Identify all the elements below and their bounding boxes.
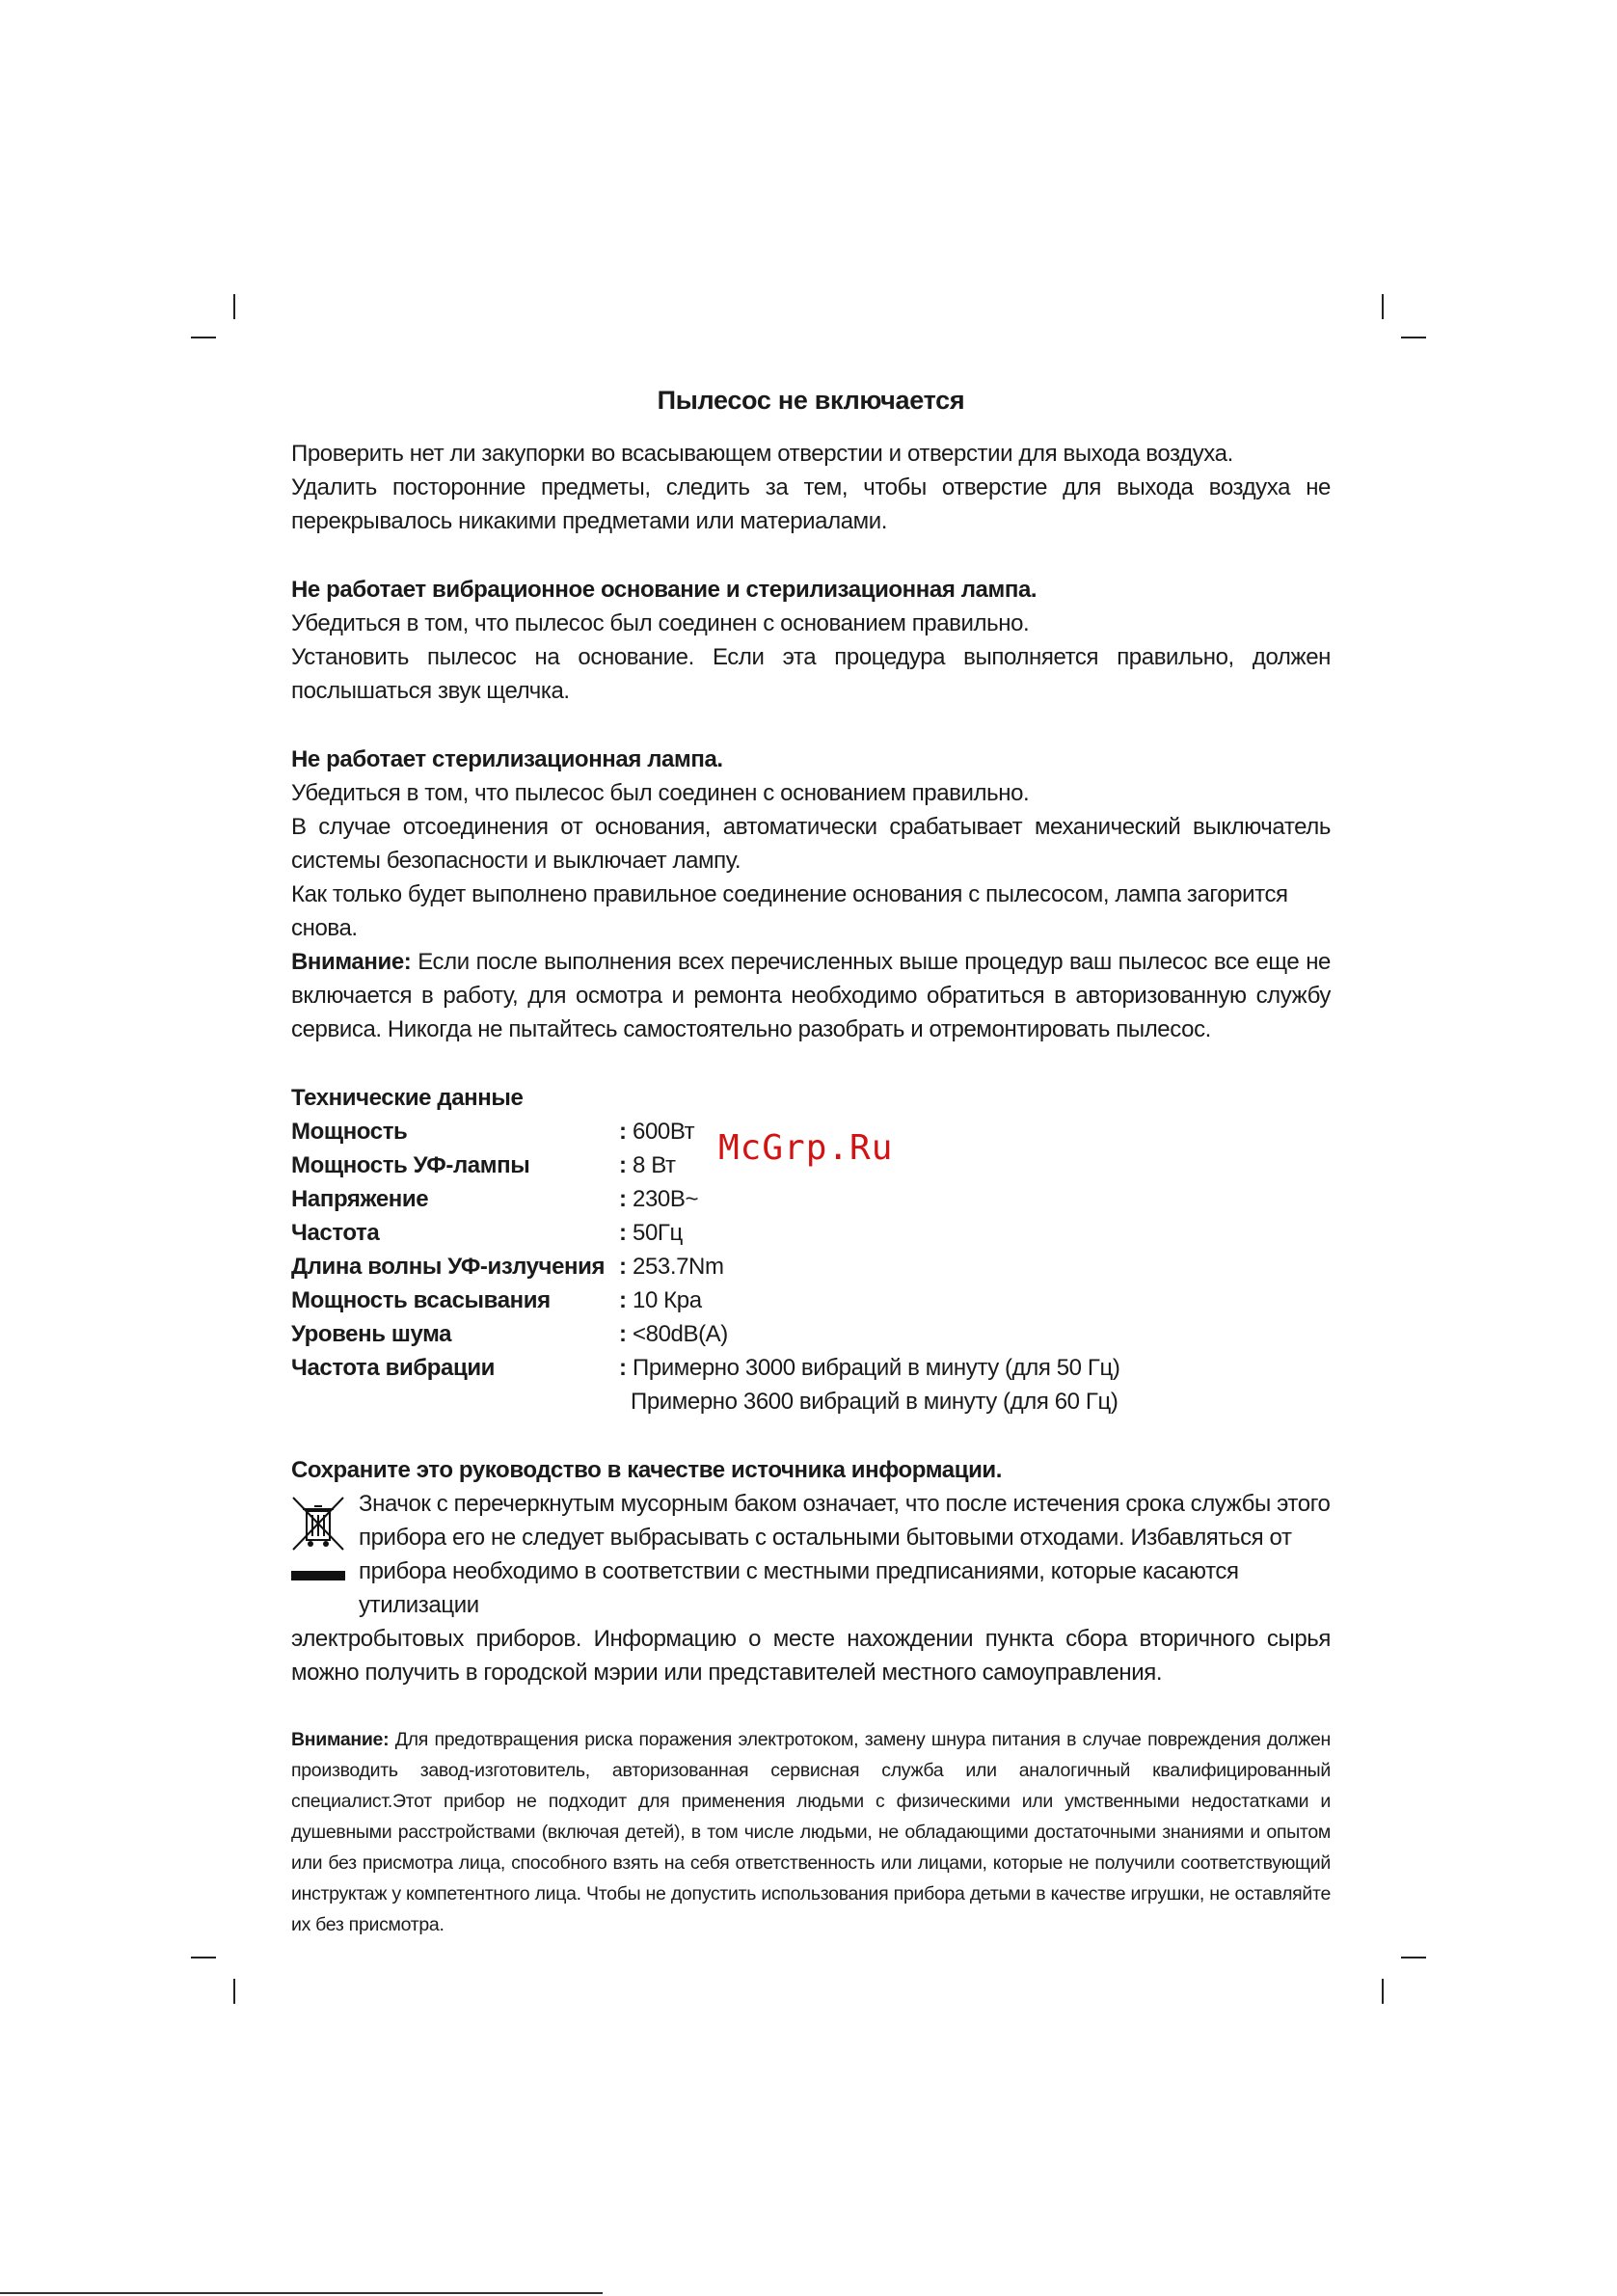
page-title: Пылесос не включается xyxy=(657,386,965,415)
watermark: McGrp.Ru xyxy=(718,1128,894,1168)
document-page xyxy=(291,381,1331,1940)
spec-label: Частота xyxy=(291,1220,380,1246)
spec-value-extra: Примерно 3600 вибраций в минуту (для 60 Гц) xyxy=(631,1389,1118,1415)
section-heading: Не работает стерилизационная лампа. xyxy=(291,746,723,772)
spec-row xyxy=(291,1148,1331,1182)
spec-value: <80dB(A) xyxy=(633,1321,728,1347)
spec-colon: : xyxy=(619,1119,627,1145)
disposal-section xyxy=(291,1453,1331,1689)
spec-colon: : xyxy=(619,1321,627,1347)
warning-text: Если после выполнения всех перечисленных выше процедур ваш пылесос все еще не включается в работу, для осмотра и ремонта необходимо обратиться в авторизованную службу сервиса. Никогда не пытайтесь самостоятельно разобрать и отремонтировать пылесос. xyxy=(291,949,1331,1042)
section-line: В случае отсоединения от основания, автоматически срабатывает механический выключатель системы безопасности и выключает лампу. xyxy=(291,814,1331,874)
warning-paragraph xyxy=(291,945,1331,1046)
spec-value: Примерно 3000 вибраций в минуту (для 50 Гц) xyxy=(633,1355,1120,1381)
spec-label: Мощность всасывания xyxy=(291,1287,551,1313)
crop-mark-top-right-h xyxy=(1401,337,1426,338)
final-warning xyxy=(291,1724,1331,1940)
intro-section xyxy=(291,437,1331,538)
spec-value: 8 Вт xyxy=(633,1152,676,1178)
spec-colon: : xyxy=(619,1355,627,1381)
spec-row xyxy=(291,1317,1331,1351)
spec-row xyxy=(291,1283,1331,1317)
spec-row xyxy=(291,1182,1331,1216)
specs-heading: Технические данные xyxy=(291,1085,524,1111)
intro-line-1: Проверить нет ли закупорки во всасывающем отверстии и отверстии для выхода воздуха. xyxy=(291,441,1233,467)
crop-mark-bottom-left-h xyxy=(191,1957,216,1958)
spec-colon: : xyxy=(619,1186,627,1212)
final-warning-label: Внимание: xyxy=(291,1729,390,1750)
spec-label: Длина волны УФ-излучения xyxy=(291,1254,606,1280)
disposal-line: прибора его не следует выбрасывать с остальными бытовыми отходами. Избавляться от xyxy=(359,1525,1292,1551)
section-vibration-base xyxy=(291,573,1331,708)
spec-colon: : xyxy=(619,1220,627,1246)
disposal-heading: Сохраните это руководство в качестве источника информации. xyxy=(291,1457,1003,1483)
final-warning-text: Для предотвращения риска поражения электротоком, замену шнура питания в случае повреждения должен производить завод-изготовитель, авторизованная сервисная служба или аналогичный квалифицированный специалист.Этот прибор не подходит для применения людьми с физическими или умственными недостатками и душевными расстройствами (включая детей), в том числе людьми, не обладающими достаточными знаниями и опытом или без присмотра лица, способного взять на себя ответственность или лицами, которые не получили соответствующий инструктаж у компетентного лица. Чтобы не допустить использования прибора детьми в качестве игрушки, не оставляйте их без присмотра. xyxy=(291,1729,1331,1935)
spec-label: Мощность xyxy=(291,1119,408,1145)
section-line: Убедиться в том, что пылесос был соединен с основанием правильно. xyxy=(291,610,1030,636)
spec-label: Уровень шума xyxy=(291,1321,452,1347)
intro-line-2: Удалить посторонние предметы, следить за тем, чтобы отверстие для выхода воздуха не перекрывалось никакими предметами или материалами. xyxy=(291,474,1331,534)
crop-mark-top-left-h xyxy=(191,337,216,338)
disposal-line: Значок с перечеркнутым мусорным баком означает, что после истечения срока службы этого xyxy=(359,1491,1331,1517)
crossed-out-wheelie-bin-icon xyxy=(291,1494,345,1590)
crop-mark-bottom-right-v xyxy=(1382,1979,1384,2004)
warning-label: Внимание: xyxy=(291,949,412,975)
section-heading: Не работает вибрационное основание и стерилизационная лампа. xyxy=(291,577,1038,603)
spec-colon: : xyxy=(619,1152,627,1178)
crop-mark-top-left-v xyxy=(233,294,235,319)
section-line: Убедиться в том, что пылесос был соединен с основанием правильно. xyxy=(291,780,1030,806)
crop-mark-bottom-right-h xyxy=(1401,1957,1426,1958)
spec-label: Частота вибрации xyxy=(291,1355,496,1381)
spec-value: 253.7Nm xyxy=(633,1254,724,1280)
spec-colon: : xyxy=(619,1254,627,1280)
spec-value: 10 Кра xyxy=(633,1287,702,1313)
spec-colon: : xyxy=(619,1287,627,1313)
spec-row xyxy=(291,1115,1331,1148)
section-line: Как только будет выполнено правильное соединение основания с пылесосом, лампа загорится снова. xyxy=(291,881,1288,941)
crop-mark-bottom-left-v xyxy=(233,1979,235,2004)
spec-value: 600Вт xyxy=(633,1119,695,1145)
spec-label: Напряжение xyxy=(291,1186,429,1212)
spec-row xyxy=(291,1250,1331,1283)
disposal-line: прибора необходимо в соответствии с местными предписаниями, которые касаются утилизации xyxy=(359,1558,1239,1618)
bottom-edge-line xyxy=(0,2292,603,2294)
spec-value: 50Гц xyxy=(633,1220,683,1246)
disposal-rest: электробытовых приборов. Информацию о месте нахождении пункта сбора вторичного сырья можно получить в городской мэрии или представителей местного самоуправления. xyxy=(291,1626,1331,1686)
spec-row xyxy=(291,1216,1331,1250)
crop-mark-top-right-v xyxy=(1382,294,1384,319)
spec-value: 230В~ xyxy=(633,1186,699,1212)
specs-table xyxy=(291,1081,1331,1418)
spec-row xyxy=(291,1351,1331,1385)
section-line: Установить пылесос на основание. Если эта процедура выполняется правильно, должен послышаться звук щелчка. xyxy=(291,644,1331,704)
section-uv-lamp xyxy=(291,743,1331,1046)
spec-label: Мощность УФ-лампы xyxy=(291,1152,530,1178)
